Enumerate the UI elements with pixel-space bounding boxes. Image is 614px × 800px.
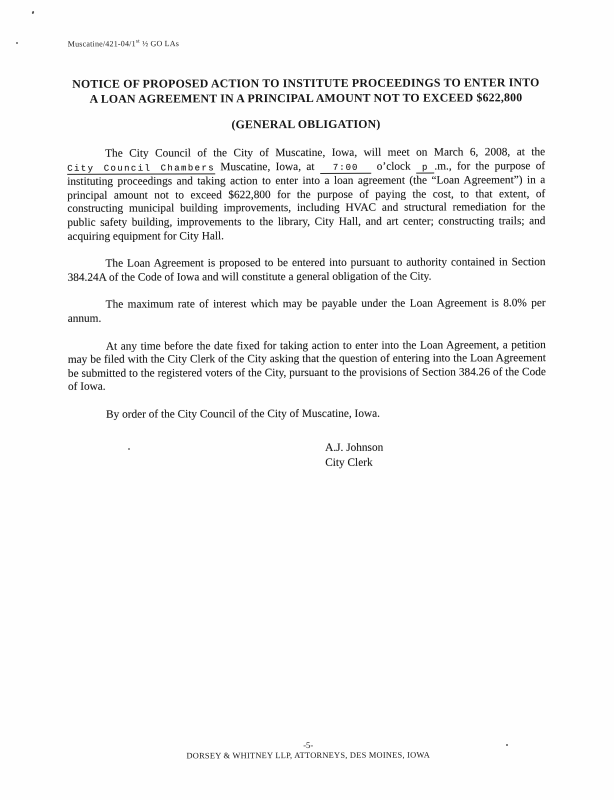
signature-block bbox=[325, 441, 383, 470]
paragraph-interest-rate: The maximum rate of interest which may be payable under the Loan Agreement is 8.0% per annum. bbox=[67, 297, 546, 325]
scan-artifact-speck bbox=[128, 448, 130, 450]
fill-in-time: 7:00 bbox=[320, 162, 372, 173]
meeting-text-1: The City Council of the City of Muscatine, Iowa, will meet on March 6, 2008, at the bbox=[105, 146, 546, 160]
fill-in-location: City Council Chambers bbox=[67, 162, 216, 174]
paragraph-petition-rights: At any time before the date fixed for taking action to enter into the Loan Agreement, a petition may be filed with the City Clerk of the City asking that the question of entering into the Loan Agreement be submitted to the registered voters of the City, pursuant to the provisions of Section 384.26 of the Code of Iowa. bbox=[67, 338, 546, 394]
notice-body bbox=[67, 146, 546, 436]
reference-superscript: st bbox=[135, 38, 140, 45]
signature-title: City Clerk bbox=[325, 456, 373, 469]
paragraph-meeting-notice bbox=[67, 146, 545, 244]
paragraph-by-order: By order of the City Council of the City of Muscatine, Iowa. bbox=[106, 407, 380, 421]
page-number: -5- bbox=[303, 739, 314, 751]
scan-artifact-speck bbox=[16, 42, 18, 44]
scan-artifact-speck bbox=[506, 744, 508, 746]
meeting-text-3: o’clock bbox=[371, 160, 417, 173]
notice-title bbox=[0, 75, 613, 106]
notice-subtitle: (GENERAL OBLIGATION) bbox=[231, 116, 381, 132]
meeting-text-4: .m., for the purpose of instituting proceedings and taking action to enter into a loan agreement (the “Loan Agreement”) in a principal amount not to exceed $622,800 for the purpose of paying the cost, to that extent, of constructing municipal building improvements, including HVAC and structural remediation for the public safety building, improvements to the library, City Hall, and art center; constructing trails; and acquiring equipment for City Hall. bbox=[67, 159, 546, 243]
reference-suffix: ½ GO LAs bbox=[139, 39, 180, 49]
footer-firm-line: DORSEY & WHITNEY LLP, ATTORNEYS, DES MOINES, IOWA bbox=[186, 750, 431, 761]
notice-title-line-1: NOTICE OF PROPOSED ACTION TO INSTITUTE PROCEEDINGS TO ENTER INTO bbox=[72, 75, 540, 91]
document-reference bbox=[68, 38, 179, 48]
fill-in-meridiem: p bbox=[416, 162, 434, 173]
meeting-text-2: Muscatine, Iowa, at bbox=[215, 160, 320, 173]
notice-title-line-2: A LOAN AGREEMENT IN A PRINCIPAL AMOUNT NOT TO EXCEED $622,800 bbox=[89, 89, 523, 106]
paragraph-authority: The Loan Agreement is proposed to be entered into pursuant to authority contained in Section 384.24A of the Code of Iowa and will constitute a general obligation of the City. bbox=[67, 256, 546, 284]
signature-name: A.J. Johnson bbox=[325, 441, 384, 454]
reference-prefix: Muscatine/421-04/1 bbox=[67, 39, 136, 49]
